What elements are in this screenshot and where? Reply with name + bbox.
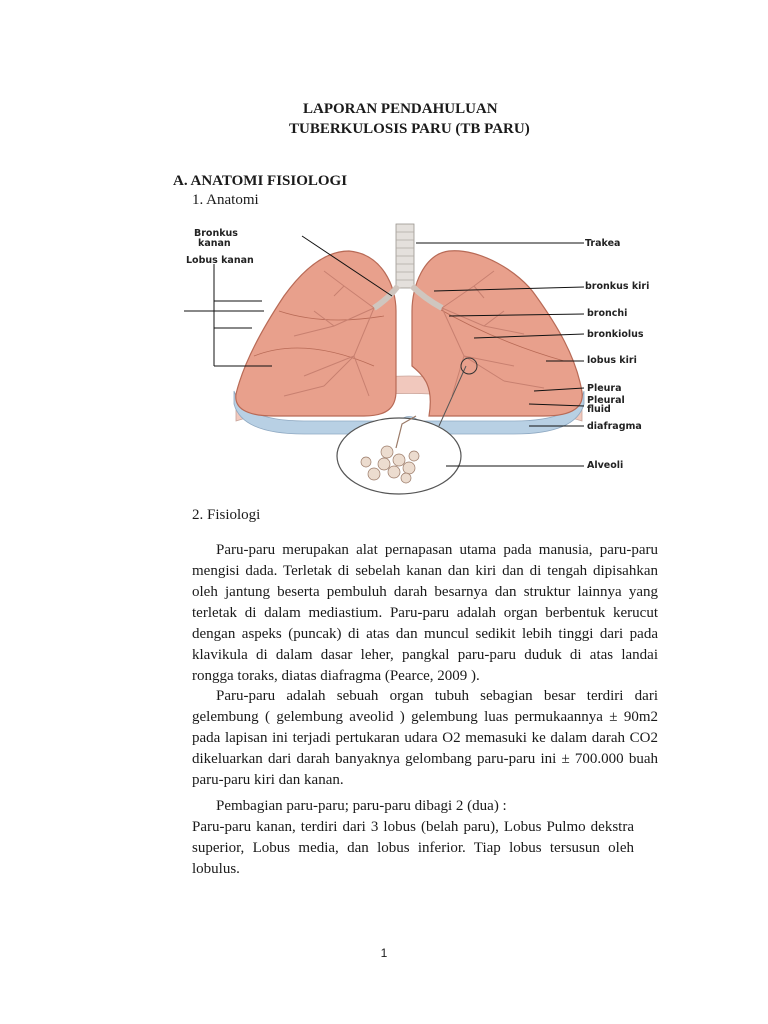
subsection-fisiologi: 2. Fisiologi [192,507,261,523]
label-lobus-kanan: Lobus kanan [186,255,254,266]
paragraph-1 [192,540,658,687]
paragraph-1-text: Paru-paru merupakan alat pernapasan utama pada manusia, paru-paru mengisi dada. Terletak di sebelah kanan dan kiri dan di tengah dipisahkan oleh jantung beserta pembuluh darah besarnya dan struktur lainnya yang terletak di dalam mediastium. Paru-paru adalah organ berbentuk kerucut dengan aspeks (puncak) di atas dan muncul sedikit lebih tinggi dari pada klavikula di dalam dasar leher, pangkal paru-paru duduk di atas landai rongga toraks, diatas diafragma (Pearce, 2009 ). [192,542,658,684]
label-bronkus-kiri: bronkus kiri [585,281,650,292]
paragraph-2-text: Paru-paru adalah sebuah organ tubuh sebagian besar terdiri dari gelembung ( gelembung aveolid ) gelembung luas permukaannya ± 90m2 pada lapisan ini terjadi pertukaran udara O2 memasuki ke dalam darah CO2 dikeluarkan dari darah banyaknya gelombang paru-paru ini ± 700.000 buah paru-paru kiri dan kanan. [192,688,658,788]
paragraph-3-text: Pembagian paru-paru; paru-paru dibagi 2 (dua) : [216,798,507,814]
page-number: 1 [380,946,388,960]
label-bronkus-kanan-1: Bronkus [194,228,238,239]
label-pleural-fluid-1: Pleural [587,395,625,406]
label-alveoli: Alveoli [587,460,624,471]
right-lung-shape [236,251,396,416]
document-title-line-2: TUBERKULOSIS PARU (TB PARU) [289,121,530,137]
label-trakea: Trakea [585,238,621,249]
label-bronkus-kanan-2: kanan [198,238,231,249]
section-heading: A. ANATOMI FISIOLOGI [173,173,348,189]
label-lobus-kiri: lobus kiri [587,355,637,366]
label-pleura: Pleura [587,383,622,394]
label-bronchi: bronchi [587,308,628,319]
label-pleural-fluid-2: fluid [587,404,611,415]
label-bronkiolus: bronkiolus [587,329,644,340]
lung-anatomy-figure [184,216,674,499]
paragraph-2 [192,686,658,791]
document-title-line-1: LAPORAN PENDAHULUAN [303,101,498,117]
paragraph-3 [192,796,658,817]
paragraph-4: Paru-paru kanan, terdiri dari 3 lobus (belah paru), Lobus Pulmo dekstra superior, Lobus media, dan lobus inferior. Tiap lobus tersusun oleh lobulus. [192,819,634,877]
subsection-anatomi: 1. Anatomi [192,192,259,208]
left-lung-shape [412,251,582,416]
label-diafragma: diafragma [587,421,642,432]
